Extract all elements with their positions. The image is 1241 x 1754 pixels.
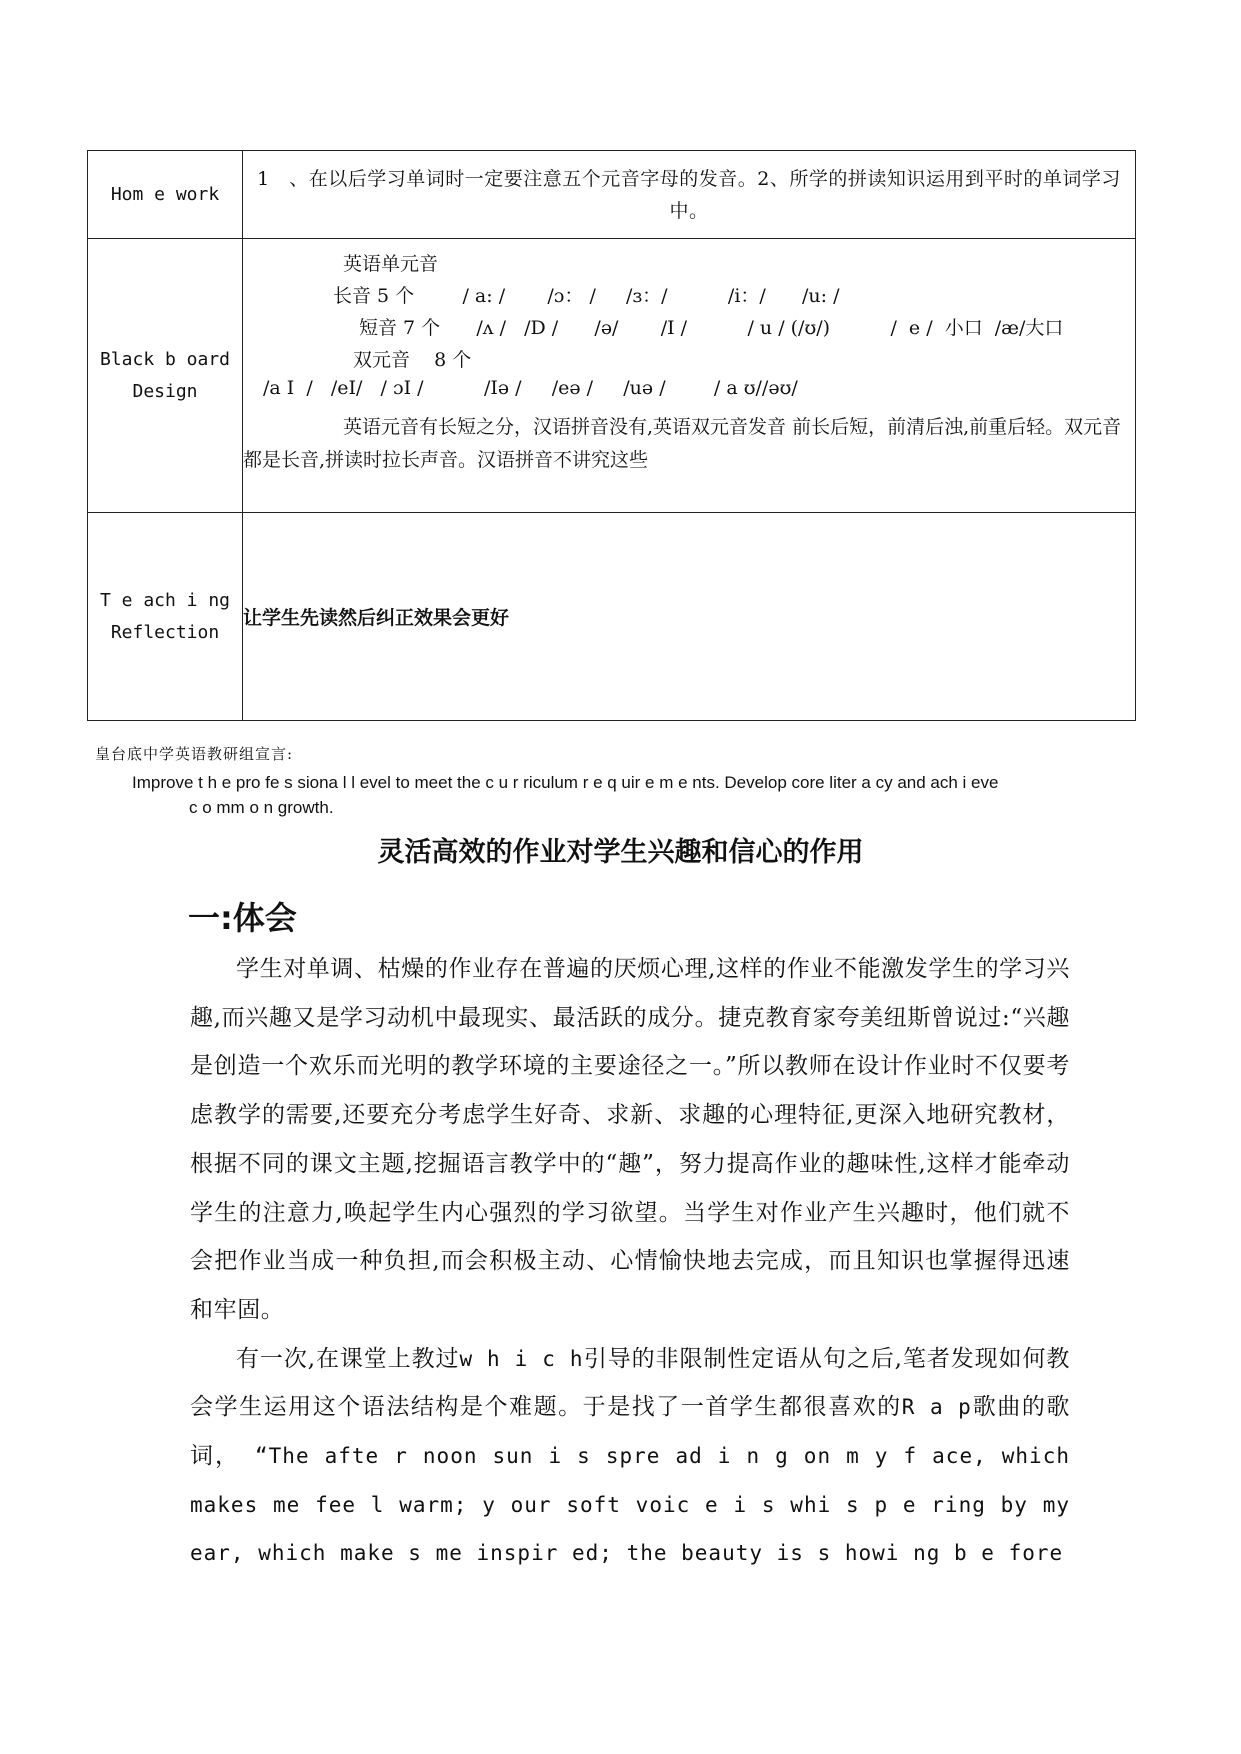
paragraph-2-rap: R a p <box>901 1395 972 1420</box>
paragraph-2-part-b: 引导的非限制性定语从句之后,笔者发现如何教会学生运用这个语法结构是个难题。于是找了一首学生都很喜欢的 <box>190 1345 1070 1421</box>
motto-title: 皇台底中学英语教研组宣言: <box>95 745 294 763</box>
homework-text: 1 、在以后学习单词时一定要注意五个元音字母的发音。2、所学的拼读知识运用到平时的单词学习中。 <box>257 167 1121 222</box>
blackboard-note: 英语元音有长短之分，汉语拼音没有,英语双元音发音 前长后短，前清后浊,前重后轻。双元音都是长音,拼读时拉长声音。汉语拼音不讲究这些 <box>243 415 1122 471</box>
short-vowels-line: 短音 7 个 /ʌ / /D / /ə/ /I / / u / (/ʊ/) / e / 小口 /æ/大口 <box>359 316 1064 339</box>
blackboard-label <box>88 239 243 513</box>
article-body <box>190 945 1070 1578</box>
paragraph-1: 学生对单调、枯燥的作业存在普遍的厌烦心理,这样的作业不能激发学生的学习兴趣,而兴趣又是学习动机中最现实、最活跃的成分。捷克教育家夸美纽斯曾说过:“兴趣是创造一个欢乐而光明的教学环境的主要途径之一。”所以教师在设计作业时不仅要考虑教学的需要,还要充分考虑学生好奇、求新、求趣的心理特征,更深入地研究教材，根据不同的课文主题,挖掘语言教学中的“趣”，努力提高作业的趣味性,这样才能牵动学生的注意力,唤起学生内心强烈的学习欲望。当学生对作业产生兴趣时，他们就不会把作业当成一种负担,而会积极主动、心情愉快地去完成，而且知识也掌握得迅速和牢固。 <box>190 956 1070 1323</box>
long-vowels-line: 长音 5 个 / a: / /ɔ： / /ɜ：/ /i：/ /u: / <box>333 284 840 307</box>
diphthong-title: 双元音 8 个 <box>353 348 472 371</box>
motto-line2: c o mm o n growth. <box>189 798 334 817</box>
reflection-cell <box>243 513 1136 721</box>
homework-row <box>88 151 1136 239</box>
reflection-label-line2: Reflection <box>110 621 220 643</box>
section-heading: 一:体会 <box>188 899 297 937</box>
blackboard-title: 英语单元音 <box>343 252 439 275</box>
blackboard-row <box>88 239 1136 513</box>
paragraph-2 <box>190 1335 1070 1579</box>
motto-body <box>132 770 1192 820</box>
blackboard-label-line2: Design <box>132 380 198 402</box>
motto-line1: Improve t h e pro fe s siona l l evel to meet the c u r riculum r e q uir e m e nts. Develop core liter a cy and ach i eve <box>132 773 999 792</box>
diphthong-line: /a I / /eI/ / ɔI / /Iə / /eə / /uə / / a ʊ//əʊ/ <box>263 376 798 399</box>
reflection-text: 让学生先读然后纠正效果会更好 <box>243 607 510 629</box>
blackboard-cell <box>243 239 1136 513</box>
reflection-row <box>88 513 1136 721</box>
reflection-label <box>88 513 243 721</box>
paragraph-2-lyrics: “The afte r noon sun i s spre ad i n g on m y f ace, which makes me fee l warm; y our soft voic e i s whi s p e ring by my ear, which make s me inspir ed; the beauty is s howi ng b e fore <box>190 1444 1070 1566</box>
homework-label: Hom e work <box>88 151 243 239</box>
blackboard-label-line1: Black b oard <box>99 348 231 370</box>
lesson-plan-table <box>87 150 1136 721</box>
paragraph-2-which: w h i c h <box>459 1346 584 1371</box>
blackboard-design <box>243 241 1135 511</box>
reflection-label-line1: T e ach i ng <box>99 589 231 611</box>
paragraph-2-part-c: 歌曲的歌词， <box>190 1394 1070 1470</box>
paragraph-2-part-a: 有一次,在课堂上教过 <box>236 1345 460 1372</box>
article-title: 灵活高效的作业对学生兴趣和信心的作用 <box>377 837 864 868</box>
homework-cell <box>243 151 1136 239</box>
